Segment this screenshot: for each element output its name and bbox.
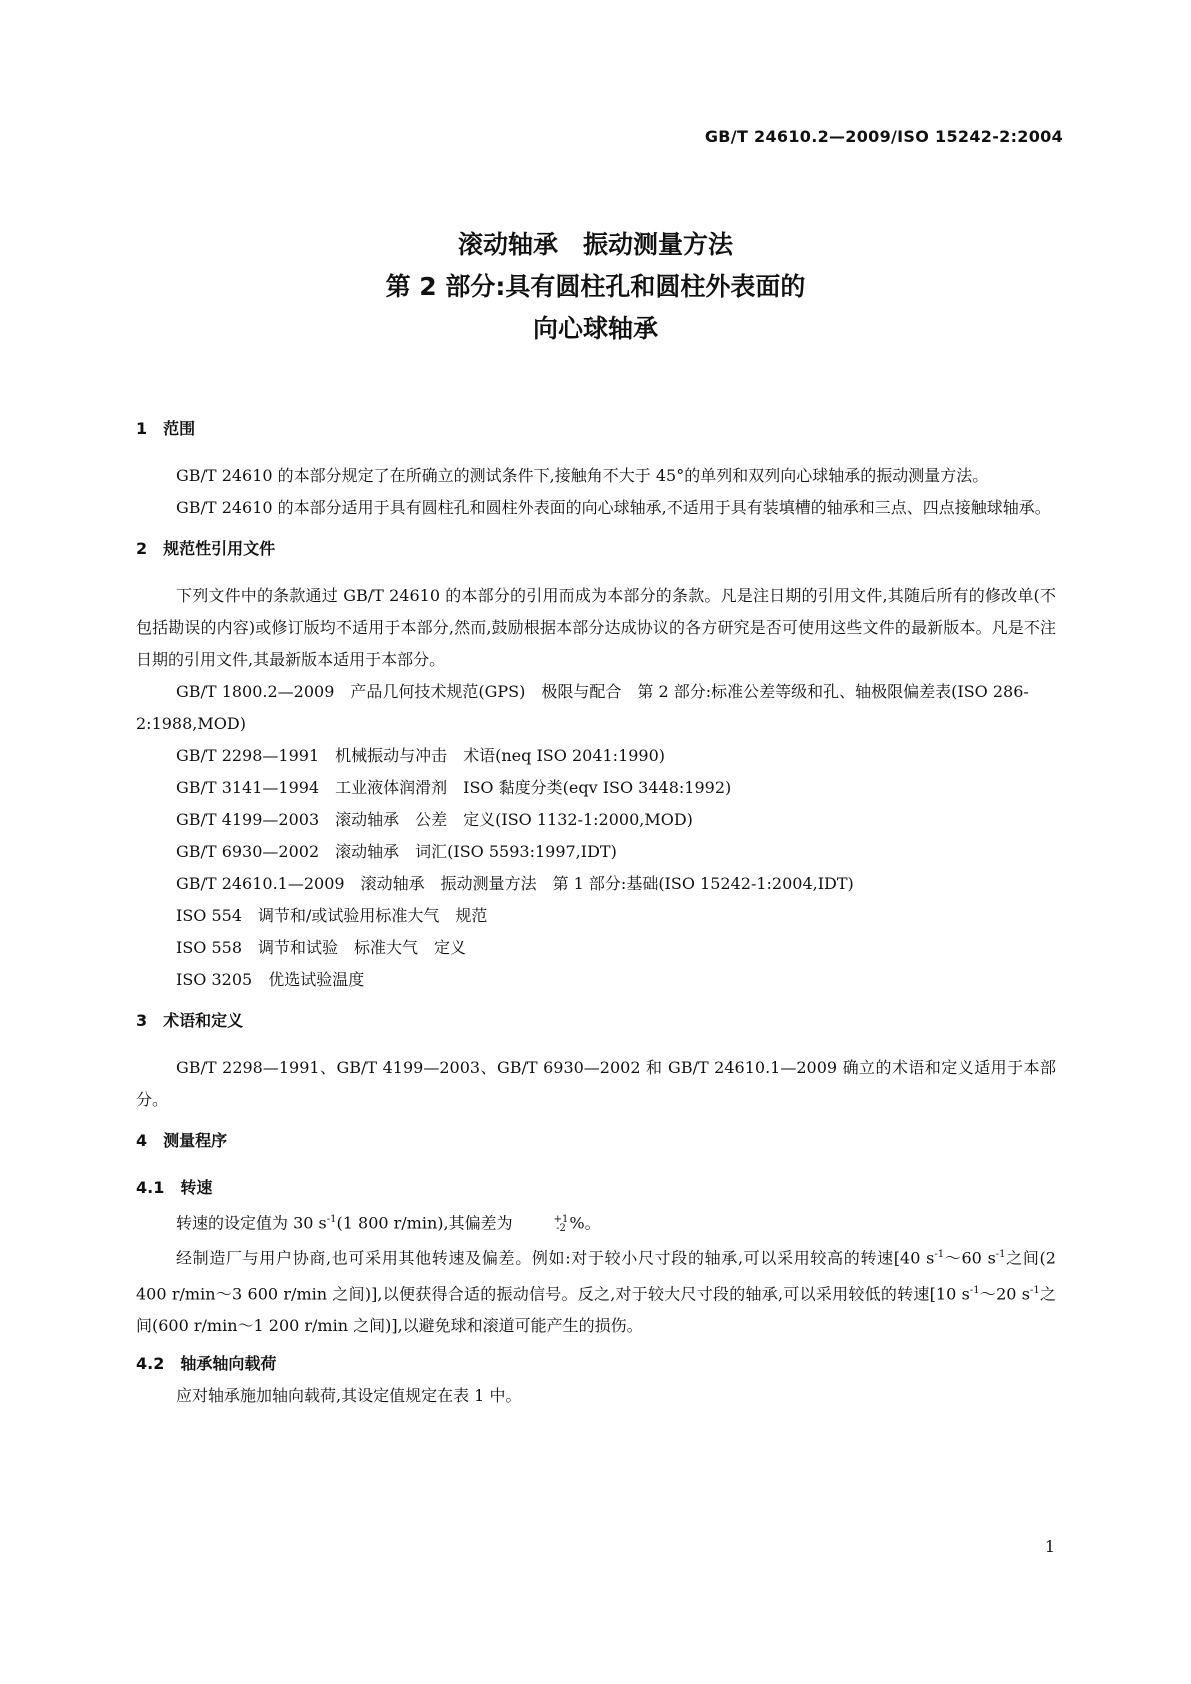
standard-identifier: GB/T 24610.2—2009/ISO 15242-2:2004 bbox=[704, 127, 1063, 146]
section-3-heading: 3 术语和定义 bbox=[136, 1011, 244, 1030]
section-4-heading: 4 测量程序 bbox=[136, 1131, 228, 1150]
section-4-1-paragraph-1 bbox=[136, 1204, 1056, 1239]
exponent: -1 bbox=[326, 1214, 337, 1225]
section-4-1-paragraph-2 bbox=[136, 1239, 1056, 1342]
document-body bbox=[136, 413, 1056, 1412]
speed-text: %。 bbox=[569, 1213, 601, 1233]
section-2-heading: 2 规范性引用文件 bbox=[136, 539, 276, 558]
speed-text: (1 800 r/min),其偏差为 bbox=[336, 1213, 513, 1233]
reference-item: GB/T 4199—2003 滚动轴承 公差 定义(ISO 1132-1:2000,MOD) bbox=[176, 810, 693, 829]
speed-text: ～60 s bbox=[944, 1248, 996, 1268]
section-1-paragraph-1: GB/T 24610 的本部分规定了在所确立的测试条件下,接触角不大于 45°的单列和双列向心球轴承的振动测量方法。 bbox=[176, 466, 989, 485]
speed-text: 之间(600 r/min～1 200 r/min 之间)],以避免球和滚道可能产生的损伤。 bbox=[136, 1283, 1056, 1335]
tolerance-upper: +1 bbox=[553, 1213, 569, 1225]
section-2-intro: 下列文件中的条款通过 GB/T 24610 的本部分的引用而成为本部分的条款。凡是注日期的引用文件,其随后所有的修改单(不包括勘误的内容)或修订版均不适用于本部分,然而,鼓励根据本部分达成协议的各方研究是否可使用这些文件的最新版本。凡是不注日期的引用文件,其最新版本适用于本部分。 bbox=[136, 586, 1056, 669]
exponent: -1 bbox=[934, 1249, 945, 1261]
speed-text: 之间(2 400 r/min～3 600 r/min 之间)],以便获得合适的振动信号。反之,对于较大尺寸段的轴承,可以采用较低的转速[10 s bbox=[136, 1248, 1056, 1303]
reference-item: GB/T 3141—1994 工业液体润滑剂 ISO 黏度分类(eqv ISO 3448:1992) bbox=[176, 778, 732, 797]
speed-text: ～20 s bbox=[979, 1283, 1030, 1303]
title-line-3: 向心球轴承 bbox=[532, 314, 658, 343]
tolerance-stack bbox=[514, 1215, 569, 1233]
section-4-2-paragraph: 应对轴承施加轴向载荷,其设定值规定在表 1 中。 bbox=[176, 1385, 522, 1405]
tolerance-lower: -2 bbox=[556, 1222, 566, 1234]
title-line-2: 第 2 部分:具有圆柱孔和圆柱外表面的 bbox=[385, 272, 806, 301]
reference-item: ISO 558 调节和试验 标准大气 定义 bbox=[176, 938, 467, 957]
speed-text: 经制造厂与用户协商,也可采用其他转速及偏差。例如:对于较小尺寸段的轴承,可以采用较高的转速[40 s bbox=[176, 1248, 935, 1268]
reference-item: GB/T 24610.1—2009 滚动轴承 振动测量方法 第 1 部分:基础(ISO 15242-1:2004,IDT) bbox=[176, 874, 854, 893]
page-number: 1 bbox=[1044, 1537, 1055, 1556]
title-line-1: 滚动轴承 振动测量方法 bbox=[457, 230, 733, 259]
speed-text: 转速的设定值为 30 s bbox=[176, 1213, 327, 1233]
reference-item: GB/T 2298—1991 机械振动与冲击 术语(neq ISO 2041:1990) bbox=[176, 746, 666, 765]
section-1-paragraph-2: GB/T 24610 的本部分适用于具有圆柱孔和圆柱外表面的向心球轴承,不适用于具有装填槽的轴承和三点、四点接触球轴承。 bbox=[176, 498, 1051, 517]
exponent: -1 bbox=[969, 1284, 980, 1296]
reference-item: ISO 3205 优选试验温度 bbox=[176, 970, 365, 989]
exponent: -1 bbox=[1029, 1284, 1040, 1296]
reference-item: ISO 554 调节和/或试验用标准大气 规范 bbox=[176, 906, 488, 925]
reference-item: GB/T 1800.2—2009 产品几何技术规范(GPS) 极限与配合 第 2 部分:标准公差等级和孔、轴极限偏差表(ISO 286-2:1988,MOD) bbox=[136, 682, 1029, 733]
section-4-1-heading: 4.1 转速 bbox=[136, 1178, 213, 1197]
exponent: -1 bbox=[995, 1249, 1006, 1261]
section-1-heading: 1 范围 bbox=[136, 419, 196, 438]
section-4-2-heading: 4.2 轴承轴向载荷 bbox=[136, 1353, 277, 1373]
section-3-paragraph: GB/T 2298—1991、GB/T 4199—2003、GB/T 6930—2002 和 GB/T 24610.1—2009 确立的术语和定义适用于本部分。 bbox=[136, 1058, 1056, 1109]
reference-item: GB/T 6930—2002 滚动轴承 词汇(ISO 5593:1997,IDT) bbox=[176, 842, 617, 861]
document-title bbox=[0, 224, 1191, 350]
